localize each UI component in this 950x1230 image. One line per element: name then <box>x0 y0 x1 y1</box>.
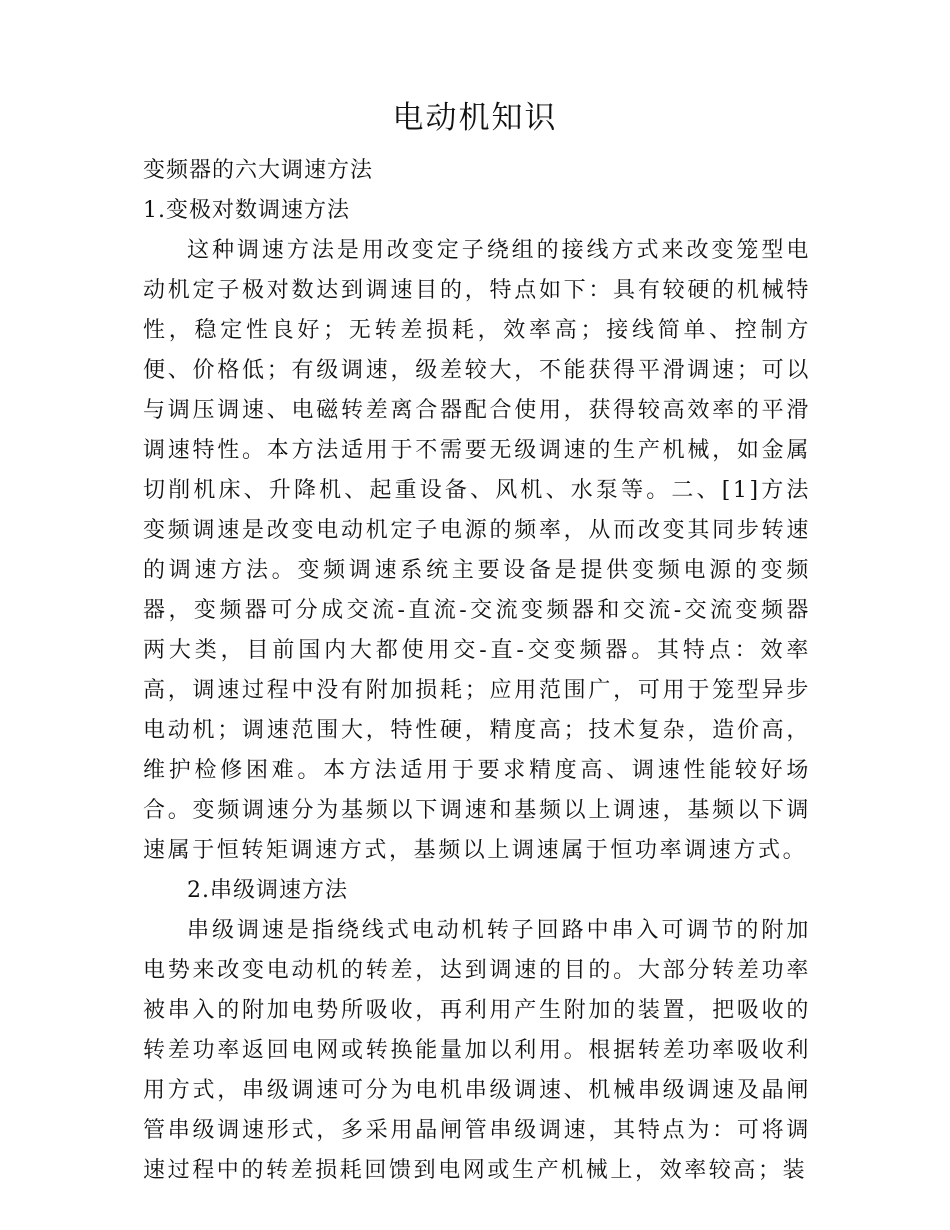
paragraph-1: 这种调速方法是用改变定子绕组的接线方式来改变笼型电动机定子极对数达到调速目的，特点如下：具有较硬的机械特性，稳定性良好；无转差损耗，效率高；接线简单、控制方便、价格低；有级调速，级差较大，不能获得平滑调速；可以与调压调速、电磁转差离合器配合使用，获得较高效率的平滑调速特性。本方法适用于不需要无级调速的生产机械，如金属切削机床、升降机、起重设备、风机、水泵等。二、[1]方法变频调速是改变电动机定子电源的频率，从而改变其同步转速的调速方法。变频调速系统主要设备是提供变频电源的变频器，变频器可分成交流-直流-交流变频器和交流-交流变频器两大类，目前国内大都使用交-直-交变频器。其特点：效率高，调速过程中没有附加损耗；应用范围广，可用于笼型异步电动机；调速范围大，特性硬，精度高；技术复杂，造价高，维护检修困难。本方法适用于要求精度高、调速性能较好场合。变频调速分为基频以下调速和基频以上调速，基频以下调速属于恒转矩调速方式，基频以上调速属于恒功率调速方式。 <box>143 238 811 863</box>
document-body <box>143 151 811 1191</box>
paragraph-2: 串级调速是指绕线式电动机转子回路中串入可调节的附加电势来改变电动机的转差，达到调速的目的。大部分转差功率被串入的附加电势所吸收，再利用产生附加的装置，把吸收的转差功率返回电网或转换能量加以利用。根据转差功率吸收利用方式，串级调速可分为电机串级调速、机械串级调速及晶闸管串级调速形式，多采用晶闸管串级调速，其特点为：可将调速过程中的转差损耗回馈到电网或生产机械上，效率较高；装 <box>143 918 811 1183</box>
section-heading: 变频器的六大调速方法 <box>143 158 374 183</box>
document-title: 电动机知识 <box>392 100 558 136</box>
subsection-heading-1: 1.变极对数调速方法 <box>143 198 350 223</box>
subsection-heading-2: 2.串级调速方法 <box>187 878 348 903</box>
